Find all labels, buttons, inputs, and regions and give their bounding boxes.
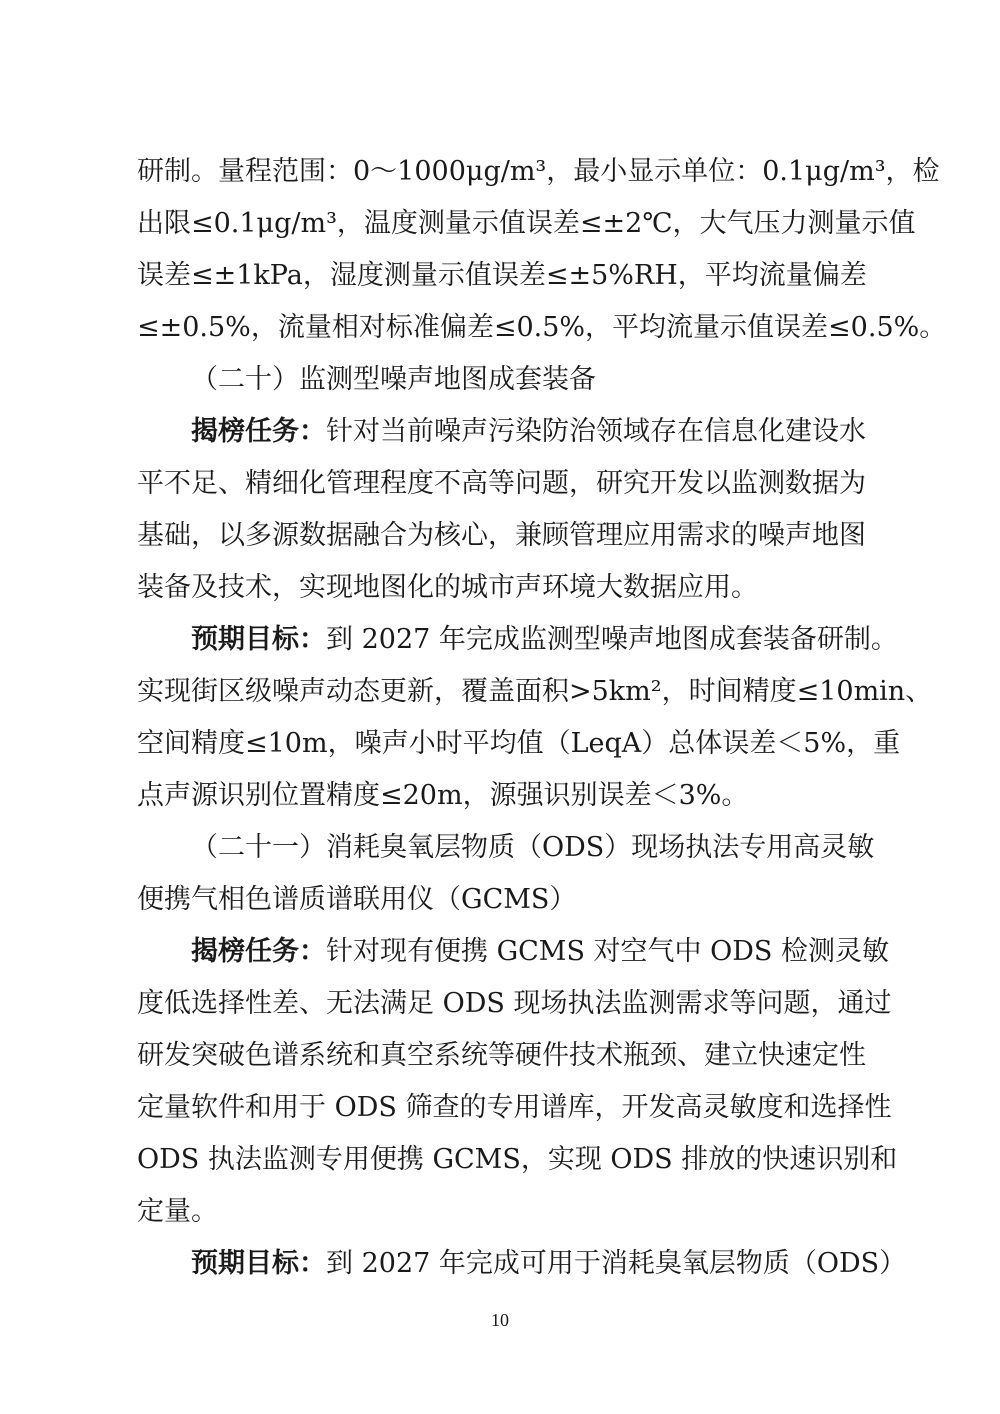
page-number: 10 [491,1310,509,1330]
body-line: 出限≤0.1μg/m³，温度测量示值误差≤±2℃，大气压力测量示值 [137,208,916,239]
task-label: 揭榜任务： [191,936,326,967]
goal-label: 预期目标： [191,1248,326,1279]
task-line-first [137,406,865,458]
task-text: 针对当前噪声污染防治领域存在信息化建设水 [326,416,866,447]
goal-text: 到 2027 年完成监测型噪声地图成套装备研制。 [326,624,898,655]
task-line: ODS 执法监测专用便携 GCMS，实现 ODS 排放的快速识别和 [137,1144,898,1175]
goal-line-first [137,614,898,666]
section-heading-20: （二十）监测型噪声地图成套装备 [191,364,596,395]
task-line: 基础，以多源数据融合为核心，兼顾管理应用需求的噪声地图 [137,520,866,551]
section-heading-21: （二十一）消耗臭氧层物质（ODS）现场执法专用高灵敏 [191,832,875,863]
task-label: 揭榜任务： [191,416,326,447]
task-line: 研发突破色谱系统和真空系统等硬件技术瓶颈、建立快速定性 [137,1040,866,1071]
task-text: 针对现有便携 GCMS 对空气中 ODS 检测灵敏 [326,936,889,967]
goal-line: 实现街区级噪声动态更新，覆盖面积>5km²，时间精度≤10min、 [137,676,933,707]
task-line: 定量软件和用于 ODS 筛查的专用谱库，开发高灵敏度和选择性 [137,1092,892,1123]
goal-label: 预期目标： [191,624,326,655]
goal-text: 到 2027 年完成可用于消耗臭氧层物质（ODS） [326,1248,907,1279]
goal-line: 点声源识别位置精度≤20m，源强识别误差＜3%。 [137,780,749,811]
task-line: 平不足、精细化管理程度不高等问题，研究开发以监测数据为 [137,468,866,499]
goal-line: 空间精度≤10m，噪声小时平均值（LeqA）总体误差＜5%，重 [137,728,901,759]
document-body [137,146,947,1290]
body-line: 误差≤±1kPa，湿度测量示值误差≤±5%RH，平均流量偏差 [137,260,867,291]
task-line: 定量。 [137,1196,218,1227]
goal-line-first [137,1238,907,1290]
body-line: ≤±0.5%，流量相对标准偏差≤0.5%，平均流量示值误差≤0.5%。 [137,312,947,343]
body-line: 研制。量程范围：0～1000μg/m³，最小显示单位：0.1μg/m³，检 [137,156,940,187]
task-line: 装备及技术，实现地图化的城市声环境大数据应用。 [137,572,758,603]
section-heading-21-cont: 便携气相色谱质谱联用仪（GCMS） [137,884,577,915]
task-line-first [137,926,889,978]
task-line: 度低选择性差、无法满足 ODS 现场执法监测需求等问题，通过 [137,988,892,1019]
